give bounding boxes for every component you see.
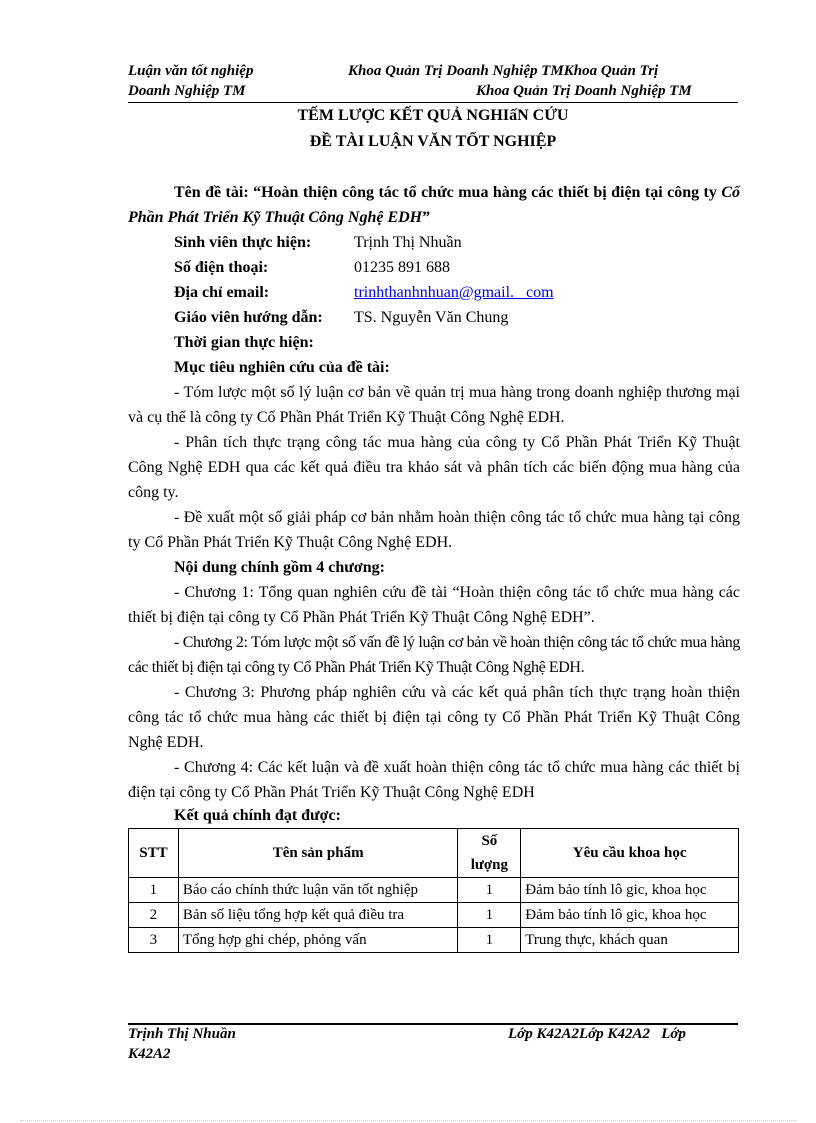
table-row xyxy=(129,903,739,928)
info-value-student: Trịnh Thị Nhuần xyxy=(354,234,462,251)
col-header-stt: STT xyxy=(129,829,179,878)
cell-product: Báo cáo chính thức luận văn tốt nghiệp xyxy=(178,878,458,903)
header-rule xyxy=(128,102,738,103)
objective-item-1: - Tóm lược một số lý luận cơ bản về quản trị mua hàng trong doanh nghiệp thương mại và cụ thể là công ty Cổ Phần Phát Triển Kỹ Thuật Công Nghệ EDH. xyxy=(128,384,740,426)
email-link[interactable]: trinhthanhnhuan@gmail. com xyxy=(354,284,554,301)
results-heading: Kết quả chính đạt được: xyxy=(174,807,341,824)
footer-left-line2: K42A2 xyxy=(128,1046,171,1062)
cell-quantity: 1 xyxy=(458,903,521,928)
cell-stt: 1 xyxy=(129,878,179,903)
chapter-item-2: - Chương 2: Tóm lược một số vấn đề lý luận cơ bản về hoàn thiện công tác tổ chức mua hàng các thiết bị điện tại công ty Cổ Phần Phát Triển Kỹ Thuật Công Nghệ EDH. xyxy=(128,634,740,676)
header-right-line1: Khoa Quản Trị Doanh Nghiệp TMKhoa Quản Trị xyxy=(348,63,659,79)
info-label-student: Sinh viên thực hiện: xyxy=(174,234,312,251)
results-table xyxy=(128,828,739,953)
cell-quantity: 1 xyxy=(458,878,521,903)
header-left-line1: Luận văn tốt nghiệp xyxy=(128,63,254,79)
cell-requirement: Đảm bảo tính lô gic, khoa học xyxy=(521,903,739,928)
cell-quantity: 1 xyxy=(458,928,521,953)
header-right-line2: Khoa Quản Trị Doanh Nghiệp TM xyxy=(476,83,692,99)
chapter-item-1: - Chương 1: Tổng quan nghiên cứu đề tài “Hoàn thiện công tác tổ chức mua hàng các thiết bị điện tại công ty Cổ Phần Phát Triển Kỹ Thuật Công Nghệ EDH”. xyxy=(128,584,740,626)
table-row xyxy=(129,928,739,953)
objective-item-2: - Phân tích thực trạng công tác mua hàng của công ty Cổ Phần Phát Triển Kỹ Thuật Công Nghệ EDH qua các kết quả điều tra khảo sát và phân tích các biến động mua hàng của công ty. xyxy=(128,434,740,501)
cell-stt: 3 xyxy=(129,928,179,953)
results-header-row xyxy=(129,829,739,878)
cell-requirement: Trung thực, khách quan xyxy=(521,928,739,953)
topic-company: Cổ Phần Phát Triển Kỹ Thuật Công Nghệ EDH xyxy=(128,184,740,226)
chapter-item-3: - Chương 3: Phương pháp nghiên cứu và các kết quả phân tích thực trạng hoàn thiện công tác tổ chức mua hàng các thiết bị điện tại công ty Cổ Phần Phát Triển Kỹ Thuật Công Nghệ EDH. xyxy=(128,684,740,751)
title-line2: ĐỀ TÀI LUẬN VĂN TỐT NGHIỆP xyxy=(309,133,557,150)
footer-rule xyxy=(128,1023,738,1025)
col-header-product: Tên sản phẩm xyxy=(178,829,458,878)
info-value-supervisor: TS. Nguyễn Văn Chung xyxy=(354,309,509,326)
table-row xyxy=(129,878,739,903)
cell-requirement: Đảm bảo tính lô gic, khoa học xyxy=(521,878,739,903)
cell-product: Tổng hợp ghi chép, phỏng vấn xyxy=(178,928,458,953)
col-header-quantity: Số lượng xyxy=(458,829,521,878)
objectives-heading: Mục tiêu nghiên cứu của đề tài: xyxy=(174,359,390,376)
cell-product: Bản số liệu tổng hợp kết quả điều tra xyxy=(178,903,458,928)
header-left-line2: Doanh Nghiệp TM xyxy=(128,83,246,99)
topic-close-quote: ” xyxy=(422,209,431,226)
content-heading: Nội dung chính gồm 4 chương: xyxy=(174,559,385,576)
chapter-item-4: - Chương 4: Các kết luận và đề xuất hoàn thiện công tác tổ chức mua hàng các thiết bị điện tại công ty Cổ Phần Phát Triển Kỹ Thuật Công Nghệ EDH xyxy=(128,759,740,801)
page-bottom-edge xyxy=(20,1120,796,1121)
objective-item-3: - Đề xuất một số giải pháp cơ bản nhằm hoàn thiện công tác tổ chức mua hàng tại công ty Cổ Phần Phát Triển Kỹ Thuật Công Nghệ EDH. xyxy=(128,509,740,551)
footer-right-line1: Lớp K42A2Lớp K42A2 Lớp xyxy=(508,1026,686,1042)
info-value-phone: 01235 891 688 xyxy=(354,259,450,276)
topic-paragraph xyxy=(128,180,740,230)
footer-left-line1: Trịnh Thị Nhuần xyxy=(128,1026,236,1042)
info-label-duration: Thời gian thực hiện: xyxy=(174,334,314,351)
info-label-supervisor: Giáo viên hướng dẫn: xyxy=(174,309,323,326)
topic-label: Tên đề tài: “Hoàn thiện công tác tổ chức mua hàng các thiết bị điện tại công ty xyxy=(174,184,722,201)
cell-stt: 2 xyxy=(129,903,179,928)
title-line1: TẾM LƯỢC KẾT QUẢ NGHIấN CỨU xyxy=(297,107,569,124)
info-label-phone: Số điện thoại: xyxy=(174,259,269,276)
info-label-email: Địa chỉ email: xyxy=(174,284,270,301)
col-header-requirement: Yêu cầu khoa học xyxy=(521,829,739,878)
